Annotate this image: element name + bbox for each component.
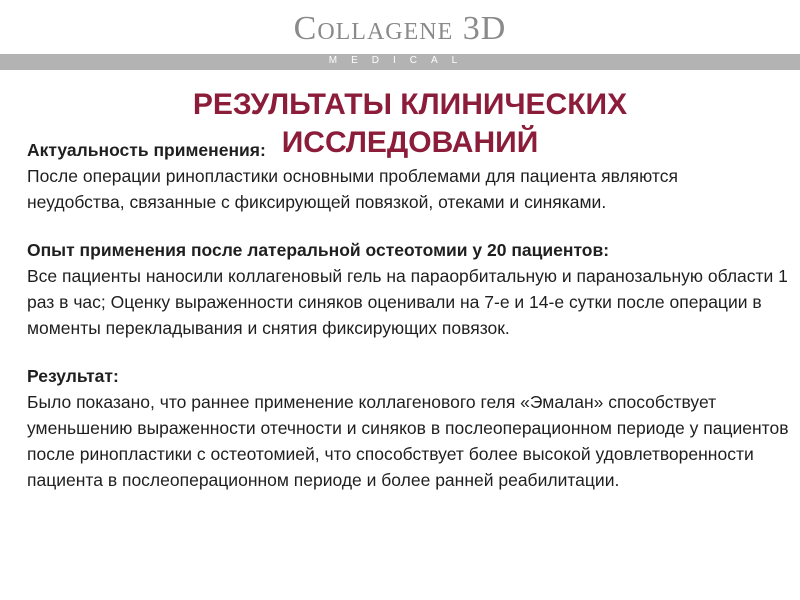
section-result-heading: Результат: (27, 366, 119, 386)
section-relevance-text-line1: После операции ринопластики основными проблемами для пациента являются (27, 166, 678, 186)
spacer (27, 341, 797, 363)
slide-title: РЕЗУЛЬТАТЫ КЛИНИЧЕСКИХ ИССЛЕДОВАНИЙ (192, 88, 628, 159)
slide-body (27, 137, 797, 493)
logo-title: Collagene 3D (293, 10, 507, 47)
section-result-text: Было показано, что раннее применение коллагенового геля «Эмалан» способствует уменьшению выраженности отечности и синяков в послеоперационном периоде у пациентов после ринопластики с остеотомией, что способствует более высокой удовлетворенности пациента в послеоперационном периоде и более ранней реабилитации. (27, 392, 789, 490)
section-relevance-text-line2: неудобства, связанные с фиксирующей повязкой, отеками и синяками. (27, 192, 607, 212)
brand-logo (0, 0, 800, 70)
section-relevance-heading: Актуальность применения: (27, 140, 266, 160)
spacer (27, 215, 797, 237)
section-experience-heading: Опыт применения после латеральной остеотомии у 20 пациентов: (27, 240, 610, 260)
section-experience-text: Все пациенты наносили коллагеновый гель на параорбитальную и паранозальную области 1 раз в час; Оценку выраженности синяков оценивали на 7-е и 14-е сутки после операции в моменты перекладывания и снятия фиксирующих повязок. (27, 266, 788, 338)
logo-subtitle: MEDICAL (328, 55, 472, 66)
